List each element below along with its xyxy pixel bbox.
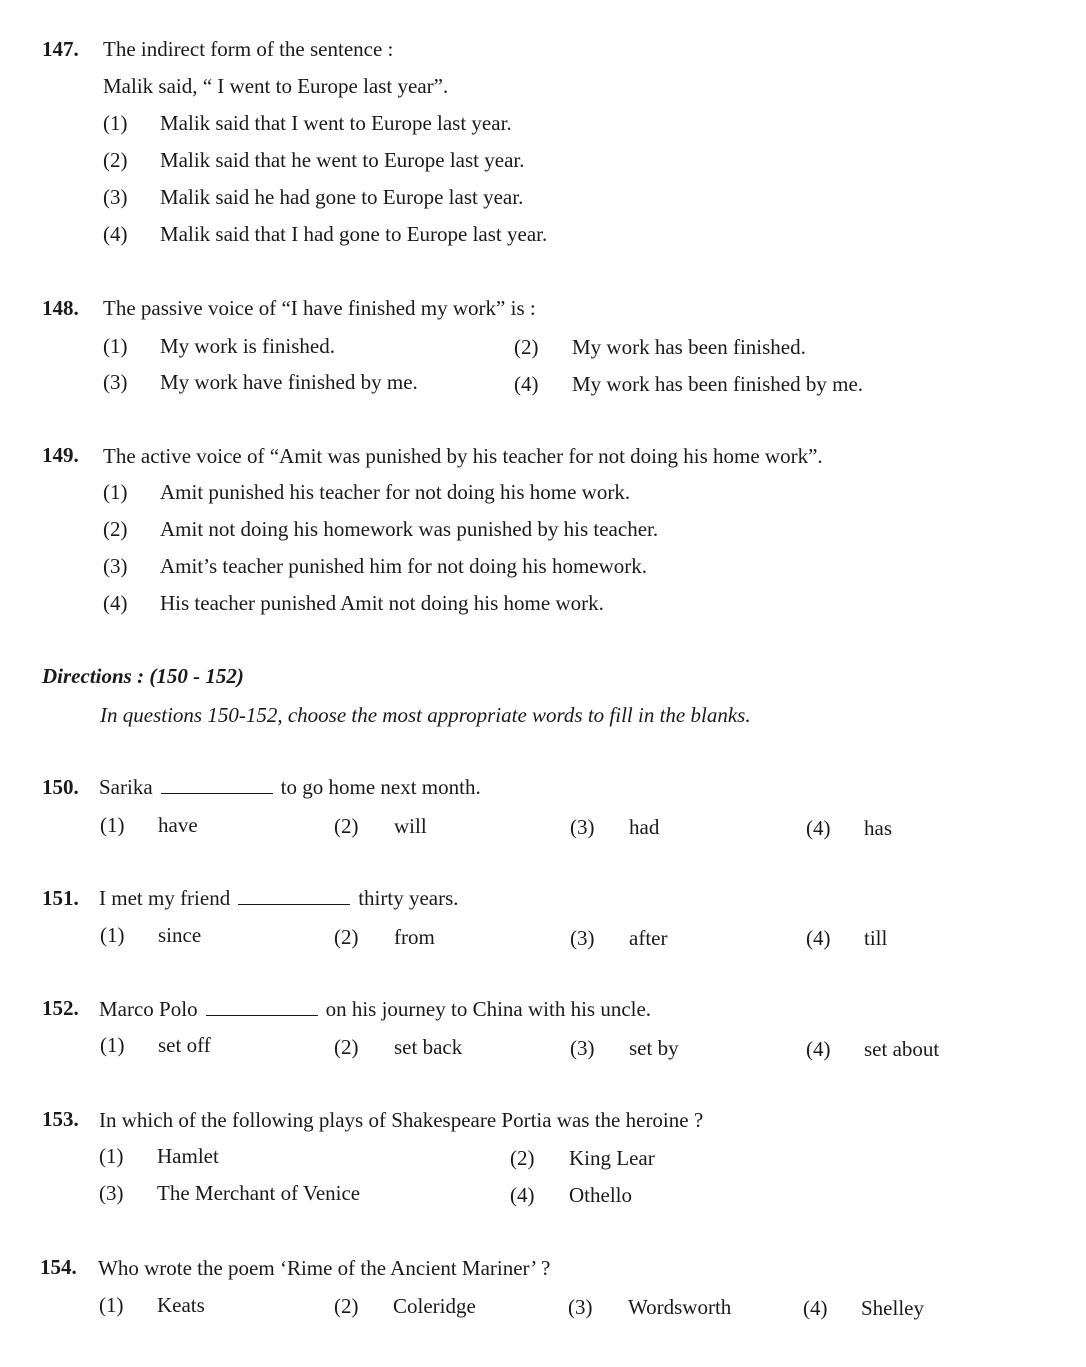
- option-text: set back: [394, 1035, 463, 1059]
- option-number: (1): [99, 1293, 124, 1317]
- option-text: Malik said that I had gone to Europe last year.: [160, 222, 548, 246]
- option-text: have: [158, 813, 198, 837]
- option-text: Amit not doing his homework was punished by his teacher.: [160, 517, 659, 541]
- question-stem: In which of the following plays of Shakespeare Portia was the heroine ?: [99, 1108, 704, 1132]
- option-number: (2): [103, 517, 128, 541]
- option-text: My work is finished.: [160, 334, 335, 358]
- option-number: (4): [103, 222, 128, 246]
- option-text: till: [864, 926, 888, 950]
- option-text: My work has been finished.: [572, 335, 806, 359]
- option-text: Wordsworth: [628, 1295, 732, 1319]
- option-text: My work has been finished by me.: [572, 372, 864, 396]
- option-number: (1): [100, 813, 125, 837]
- option-text: Keats: [157, 1293, 205, 1317]
- question-number: 147.: [42, 37, 79, 61]
- option-number: (1): [103, 334, 128, 358]
- question-stem: [99, 775, 481, 800]
- option-number: (4): [803, 1296, 828, 1320]
- stem-after-blank: to go home next month.: [280, 775, 481, 799]
- option-number: (4): [806, 1037, 831, 1061]
- option-number: (3): [568, 1295, 593, 1319]
- question-number: 152.: [42, 996, 79, 1020]
- option-number: (3): [103, 554, 128, 578]
- option-text: since: [158, 923, 202, 947]
- answer-blank: [161, 793, 273, 794]
- option-text: will: [394, 814, 427, 838]
- question-stem: The passive voice of “I have finished my work” is :: [103, 296, 536, 320]
- stem-before-blank: Sarika: [99, 775, 153, 799]
- option-number: (2): [334, 814, 359, 838]
- option-number: (2): [510, 1146, 535, 1170]
- option-text: Hamlet: [157, 1144, 219, 1168]
- question-number: 151.: [42, 886, 79, 910]
- option-number: (3): [103, 185, 128, 209]
- option-number: (1): [99, 1144, 124, 1168]
- option-text: The Merchant of Venice: [157, 1181, 361, 1205]
- option-text: His teacher punished Amit not doing his home work.: [160, 591, 604, 615]
- option-number: (2): [514, 335, 539, 359]
- option-number: (1): [100, 923, 125, 947]
- option-number: (3): [570, 815, 595, 839]
- question-number: 148.: [42, 296, 79, 320]
- option-number: (4): [103, 591, 128, 615]
- option-text: has: [864, 816, 892, 840]
- option-number: (1): [100, 1033, 125, 1057]
- question-number: 154.: [40, 1255, 77, 1279]
- option-number: (3): [103, 370, 128, 394]
- option-number: (4): [510, 1183, 535, 1207]
- directions-text: In questions 150-152, choose the most appropriate words to fill in the blanks.: [100, 703, 751, 727]
- option-text: My work have finished by me.: [160, 370, 418, 394]
- option-number: (2): [334, 925, 359, 949]
- answer-blank: [238, 904, 350, 905]
- option-text: Malik said he had gone to Europe last year.: [160, 185, 524, 209]
- question-number: 149.: [42, 443, 79, 467]
- stem-before-blank: Marco Polo: [99, 997, 198, 1021]
- option-text: after: [629, 926, 668, 950]
- stem-after-blank: thirty years.: [358, 886, 459, 910]
- option-number: (4): [514, 372, 539, 396]
- option-number: (2): [334, 1294, 359, 1318]
- option-text: set by: [629, 1036, 679, 1060]
- question-stem: The active voice of “Amit was punished by his teacher for not doing his home work”.: [103, 444, 823, 468]
- stem-after-blank: on his journey to China with his uncle.: [325, 997, 652, 1021]
- option-text: Amit punished his teacher for not doing his home work.: [160, 480, 631, 504]
- question-number: 150.: [42, 775, 79, 799]
- option-text: King Lear: [569, 1146, 655, 1170]
- option-number: (3): [570, 1036, 595, 1060]
- question-stem: Who wrote the poem ‘Rime of the Ancient Mariner’ ?: [98, 1256, 551, 1280]
- question-stem-line2: Malik said, “ I went to Europe last year”.: [103, 74, 449, 98]
- option-text: set off: [158, 1033, 211, 1057]
- question-stem: The indirect form of the sentence :: [103, 37, 394, 61]
- answer-blank: [206, 1015, 318, 1016]
- question-number: 153.: [42, 1107, 79, 1131]
- option-text: Othello: [569, 1183, 632, 1207]
- directions-title: Directions : (150 - 152): [42, 664, 244, 688]
- question-stem: [99, 886, 459, 911]
- option-text: Amit’s teacher punished him for not doing his homework.: [160, 554, 648, 578]
- option-number: (4): [806, 926, 831, 950]
- option-text: Coleridge: [393, 1294, 476, 1318]
- option-number: (2): [334, 1035, 359, 1059]
- option-number: (3): [570, 926, 595, 950]
- question-stem: [99, 997, 651, 1022]
- option-text: had: [629, 815, 660, 839]
- option-number: (2): [103, 148, 128, 172]
- option-number: (4): [806, 816, 831, 840]
- option-number: (3): [99, 1181, 124, 1205]
- option-text: Shelley: [861, 1296, 924, 1320]
- option-number: (1): [103, 111, 128, 135]
- option-text: Malik said that I went to Europe last year.: [160, 111, 512, 135]
- option-text: set about: [864, 1037, 940, 1061]
- option-text: from: [394, 925, 435, 949]
- stem-before-blank: I met my friend: [99, 886, 231, 910]
- option-number: (1): [103, 480, 128, 504]
- option-text: Malik said that he went to Europe last year.: [160, 148, 525, 172]
